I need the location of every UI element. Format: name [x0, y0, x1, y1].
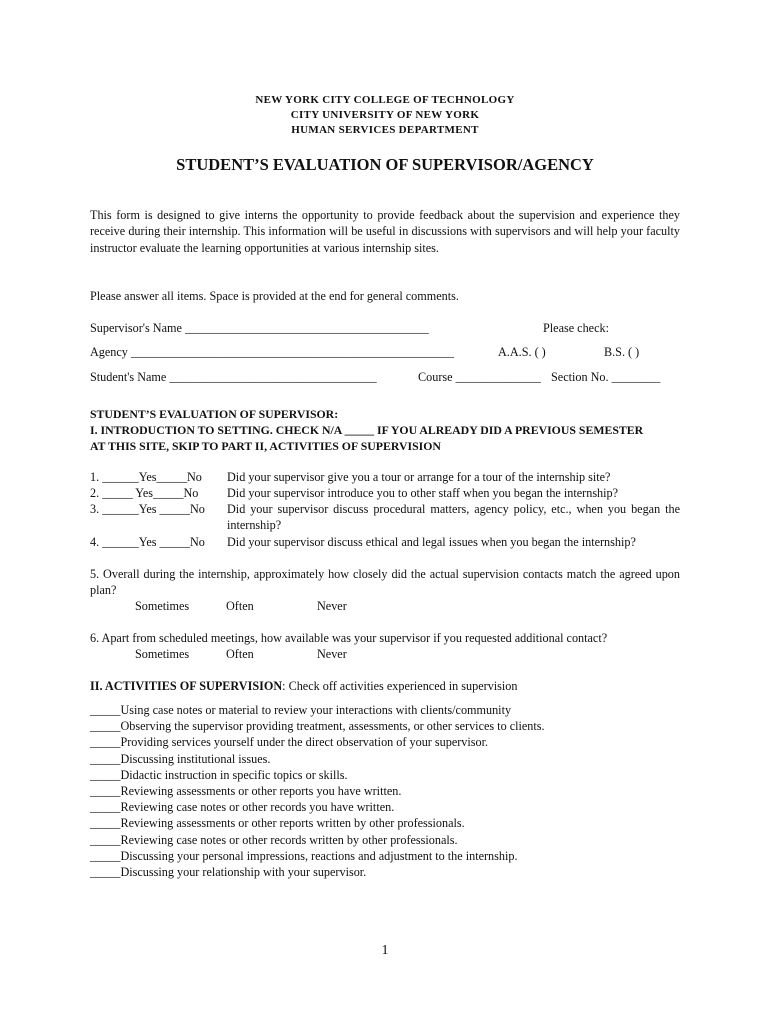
question-3-answer[interactable]: 3. ______Yes _____No	[90, 502, 205, 516]
part1-subheading: I. INTRODUCTION TO SETTING. CHECK N/A _____ IF YOU ALREADY DID A PREVIOUS SEMESTER	[90, 423, 644, 437]
part2-heading-rest: : Check off activities experienced in supervision	[282, 679, 518, 693]
question-4-answer[interactable]: 4. ______Yes _____No	[90, 535, 205, 549]
intro-paragraph: This form is designed to give interns the opportunity to provide feedback about the supervision and experience they receive during their internship. This information will be useful in discussions with supervisors and will help your faculty instructor evaluate the learning opportunities at various internship sites.	[90, 208, 680, 255]
activity-item[interactable]: _____Discussing institutional issues.	[90, 751, 271, 766]
department-name: HUMAN SERVICES DEPARTMENT	[291, 124, 479, 136]
question-5-text: 5. Overall during the internship, approximately how closely did the actual supervision contacts match the agreed upon plan?	[90, 567, 680, 598]
please-check-label: Please check:	[543, 321, 609, 335]
course-field[interactable]: Course ______________	[418, 370, 541, 384]
activity-item[interactable]: _____Reviewing case notes or other records you have written.	[90, 800, 395, 815]
question-1-text: Did your supervisor give you a tour or arrange for a tour of the internship site?	[227, 470, 611, 484]
activity-item[interactable]: _____Didactic instruction in specific topics or skills.	[90, 767, 348, 782]
q5-option-sometimes[interactable]: Sometimes	[135, 599, 190, 613]
aas-checkbox[interactable]: A.A.S. ( )	[498, 345, 546, 359]
q6-option-often[interactable]: Often	[226, 647, 254, 661]
activity-item[interactable]: _____Discussing your relationship with your supervisor.	[90, 865, 367, 879]
part2-heading	[90, 678, 518, 694]
question-2-answer[interactable]: 2. _____ Yes_____No	[90, 486, 199, 500]
question-3-text: Did your supervisor discuss procedural matters, agency policy, etc., when you began the internship?	[227, 502, 680, 533]
activity-item[interactable]: _____Providing services yourself under the direct observation of your supervisor.	[90, 735, 489, 750]
question-2-text: Did your supervisor introduce you to other staff when you began the internship?	[227, 486, 619, 500]
q5-option-often[interactable]: Often	[226, 599, 254, 613]
activity-item[interactable]: _____Discussing your personal impressions, reactions and adjustment to the internship.	[90, 848, 518, 863]
part1-subheading-cont: AT THIS SITE, SKIP TO PART II, ACTIVITIES OF SUPERVISION	[90, 439, 441, 453]
question-3	[90, 501, 680, 533]
student-name-field[interactable]: Student's Name __________________________________	[90, 370, 377, 384]
question-1-answer[interactable]: 1. ______Yes_____No	[90, 470, 202, 484]
activity-item[interactable]: _____Reviewing assessments or other reports you have written.	[90, 784, 402, 798]
q6-option-never[interactable]: Never	[317, 647, 347, 661]
question-2	[90, 485, 680, 501]
part2-heading-bold: II. ACTIVITIES OF SUPERVISION	[90, 679, 283, 693]
activity-item[interactable]: _____Using case notes or material to review your interactions with clients/community	[90, 703, 512, 717]
form-title: STUDENT’S EVALUATION OF SUPERVISOR/AGENCY	[176, 155, 594, 174]
instructions-text: Please answer all items. Space is provided at the end for general comments.	[90, 289, 459, 303]
activity-item[interactable]: _____Reviewing case notes or other records written by other professionals.	[90, 832, 458, 847]
supervisor-name-field[interactable]: Supervisor's Name ________________________________________	[90, 321, 429, 335]
question-1	[90, 469, 680, 485]
question-6-text: 6. Apart from scheduled meetings, how available was your supervisor if you requested additional contact?	[90, 631, 608, 645]
question-4	[90, 534, 680, 566]
q6-option-sometimes[interactable]: Sometimes	[135, 647, 190, 661]
university-name: CITY UNIVERSITY OF NEW YORK	[290, 109, 480, 121]
activity-item[interactable]: _____Reviewing assessments or other reports written by other professionals.	[90, 816, 465, 831]
q5-option-never[interactable]: Never	[317, 599, 347, 613]
institution-name: NEW YORK CITY COLLEGE OF TECHNOLOGY	[255, 94, 515, 106]
page-number: 1	[381, 943, 389, 958]
part1-heading: STUDENT’S EVALUATION OF SUPERVISOR:	[90, 407, 339, 421]
bs-checkbox[interactable]: B.S. ( )	[604, 345, 640, 359]
section-field[interactable]: Section No. ________	[551, 370, 661, 384]
agency-field[interactable]: Agency _____________________________________________________	[90, 345, 454, 359]
question-4-text: Did your supervisor discuss ethical and legal issues when you began the internship?	[227, 535, 636, 549]
activity-item[interactable]: _____Observing the supervisor providing treatment, assessments, or other services to clients.	[90, 719, 545, 734]
